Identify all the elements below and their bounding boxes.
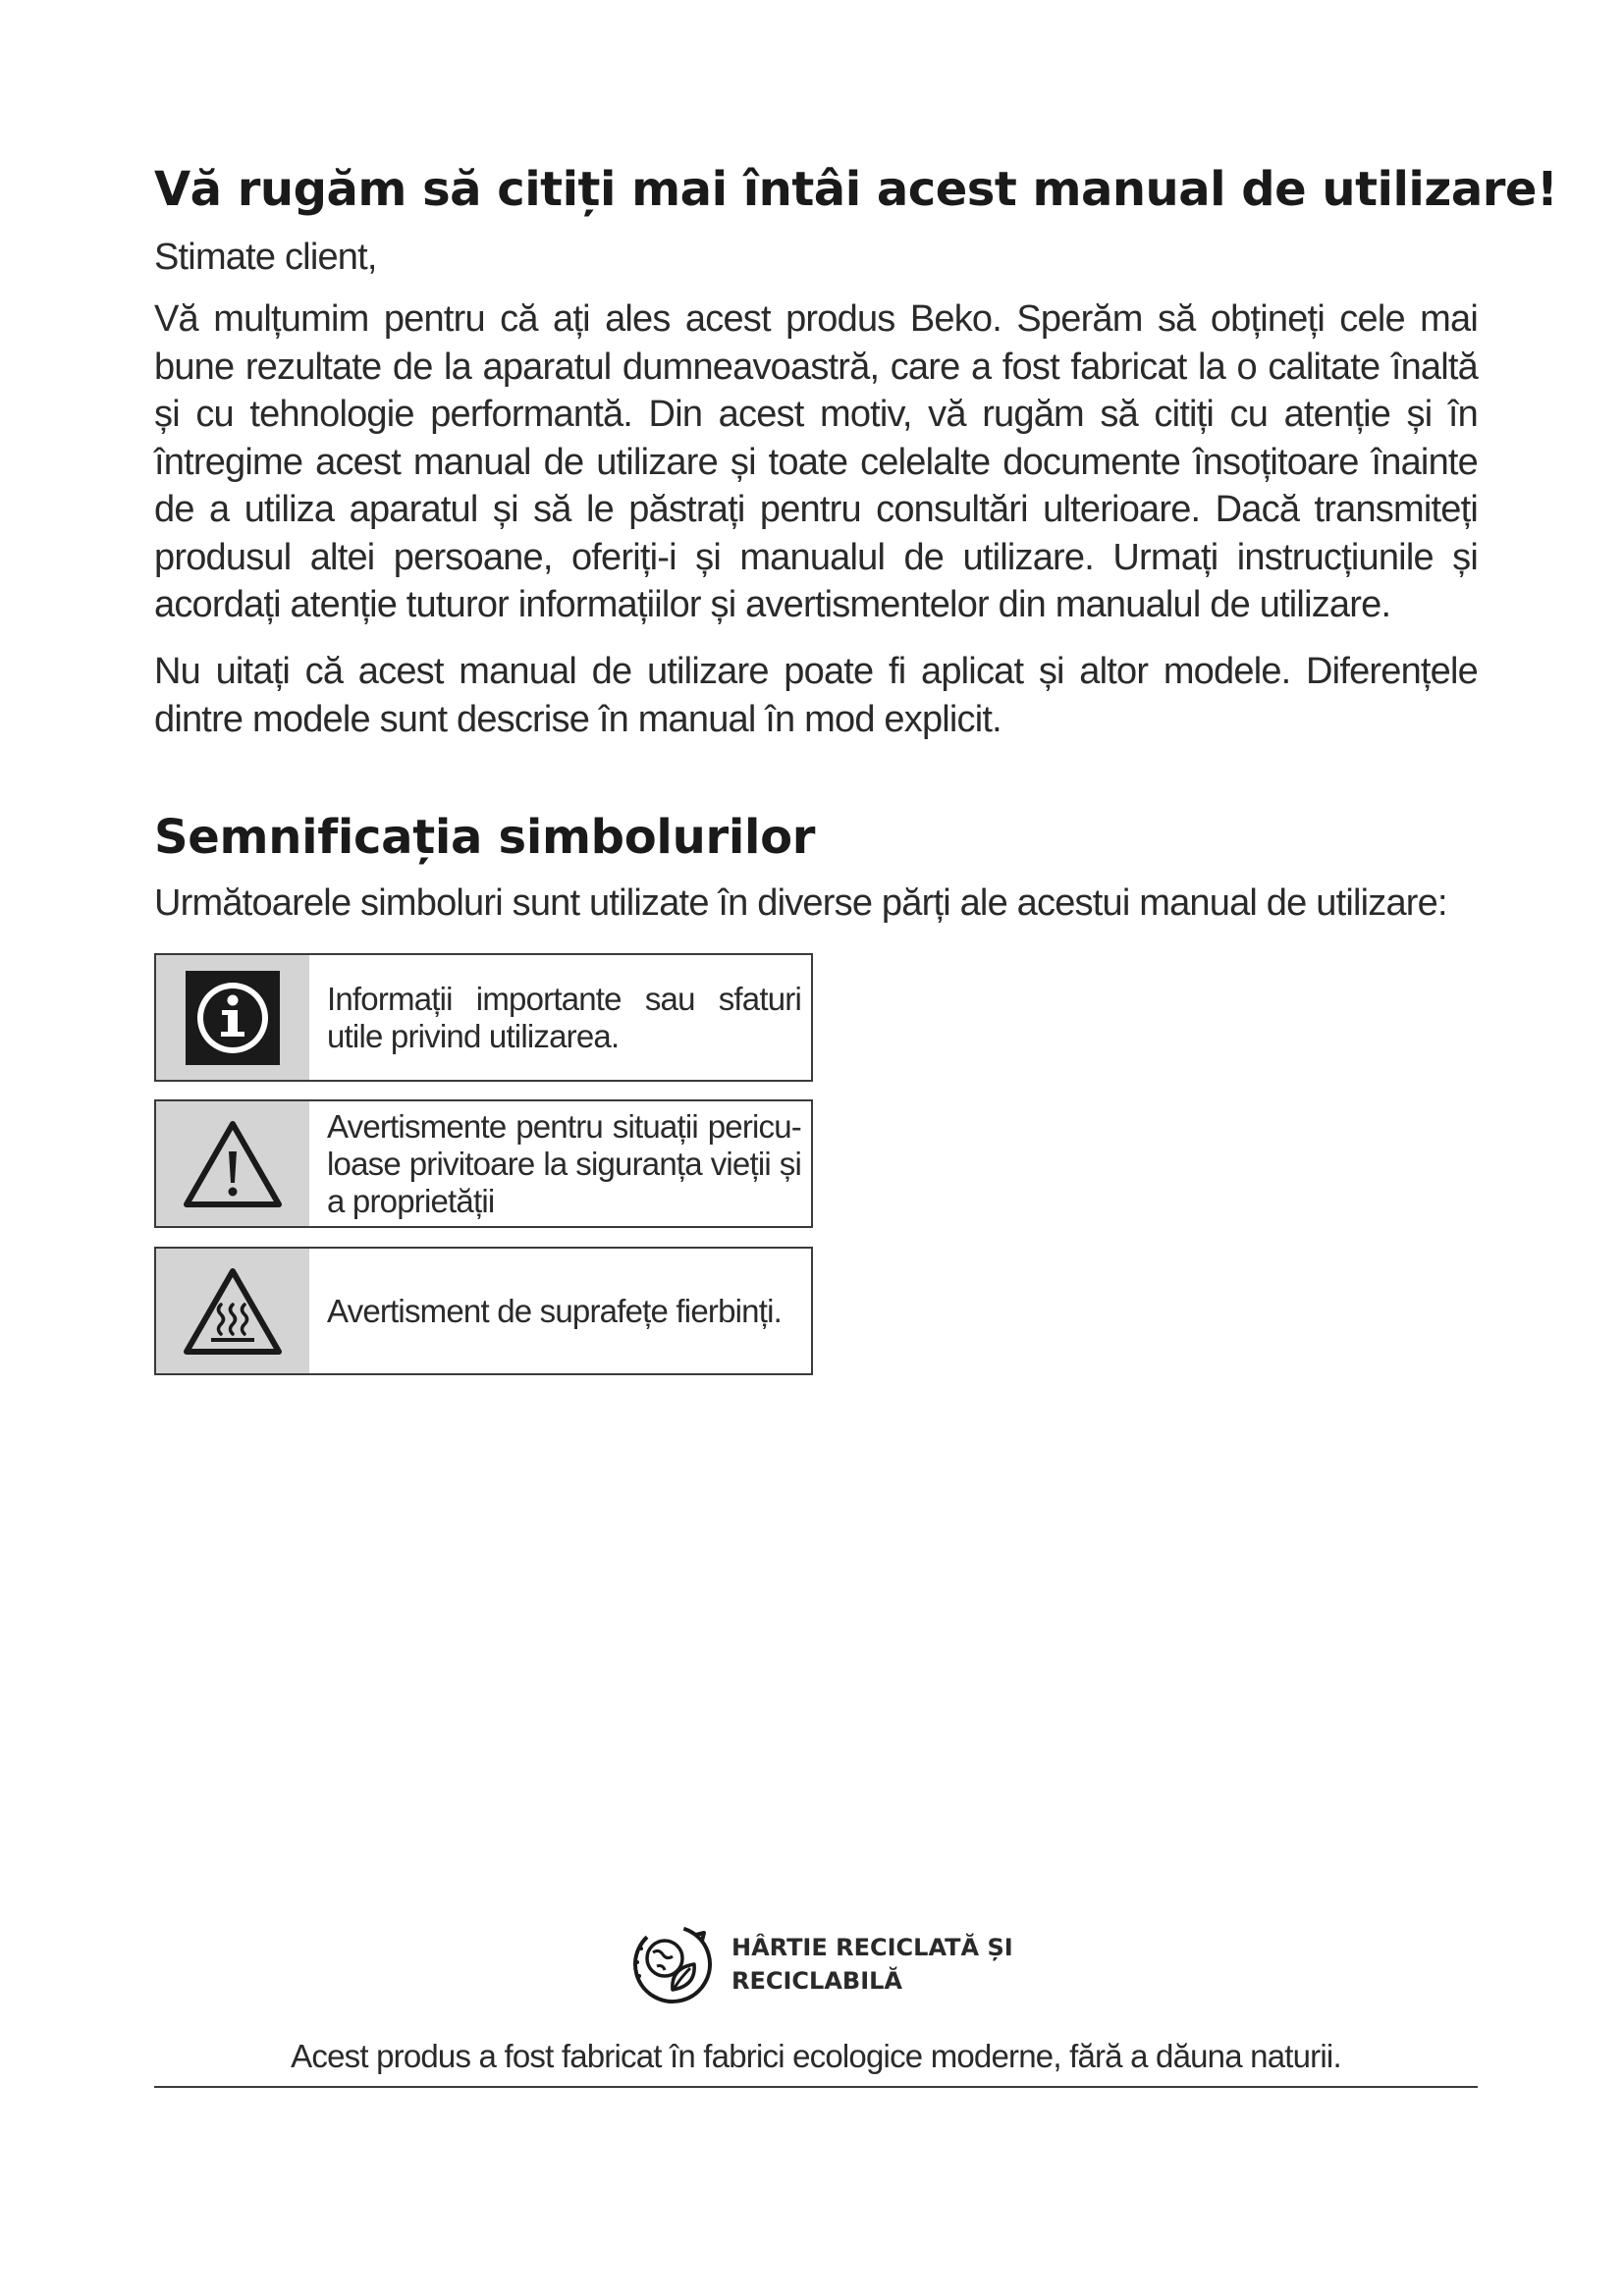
eco-label-line1: HÂRTIE RECICLATĂ ȘI [731,1934,1013,1961]
symbols-section-title: Semnificația simbolurilor [154,810,816,865]
salutation: Stimate client, [154,237,377,278]
info-icon [186,971,280,1065]
eco-statement: Acest produs a fost fabricat în fabrici ecologice moderne, fără a dăuna naturii. [291,2038,1341,2074]
hot-surface-icon [182,1265,284,1358]
eco-label [731,1931,1013,1998]
intro-paragraph: Vă mulțumim pentru că ați ales acest produs Beko. Sperăm să obțineți cele mai bune rezultate de la aparatul dumneavoastră, care a fost fabricat la o calitate înaltă și cu tehnologie performantă. Din acest motiv, vă rugăm să citiți cu atenție și în întregime acest manual de utilizare și toate celelalte documente însoțitoare înainte de a utiliza aparatul și să le păstrați pentru consultări ulterioare. Dacă transmiteți produsul altei persoane, oferiți-i și manualul de utilizare. Urmați instrucțiunile și acordați atenție tuturor informațiilor și avertismentelor din manualul de utilizare. [154,298,1478,625]
symbol-icon-cell [156,1249,309,1373]
eco-label-line2: RECICLABILĂ [731,1967,902,1995]
symbol-row-info [154,953,813,1082]
symbol-icon-cell [156,1101,309,1226]
symbol-description: Avertismente pentru situații pericu-loase privitoare la siguranța vieții și a proprietății [327,1107,801,1219]
page-title: Vă rugăm să citiți mai întâi acest manual de utilizare! [154,162,1558,217]
symbol-icon-cell [156,955,309,1080]
symbol-row-hot-surface [154,1247,813,1375]
symbol-row-warning [154,1099,813,1228]
recycle-globe-leaf-icon [627,1919,718,2009]
symbol-description: Avertisment de suprafețe fierbinți. [327,1292,782,1329]
models-note-paragraph: Nu uitați că acest manual de utilizare poate fi aplicat și altor modele. Diferențele dintre modele sunt descrise în manual în mod explicit. [154,651,1478,740]
eco-logo [627,1919,1013,2009]
footer-divider [154,2086,1478,2088]
symbols-intro: Următoarele simboluri sunt utilizate în diverse părți ale acestui manual de utilizare: [154,882,1447,924]
manual-page [154,0,1558,2296]
warning-triangle-icon [182,1118,284,1210]
symbol-description: Informații importante sau sfaturi utile privind utilizarea. [327,980,801,1054]
